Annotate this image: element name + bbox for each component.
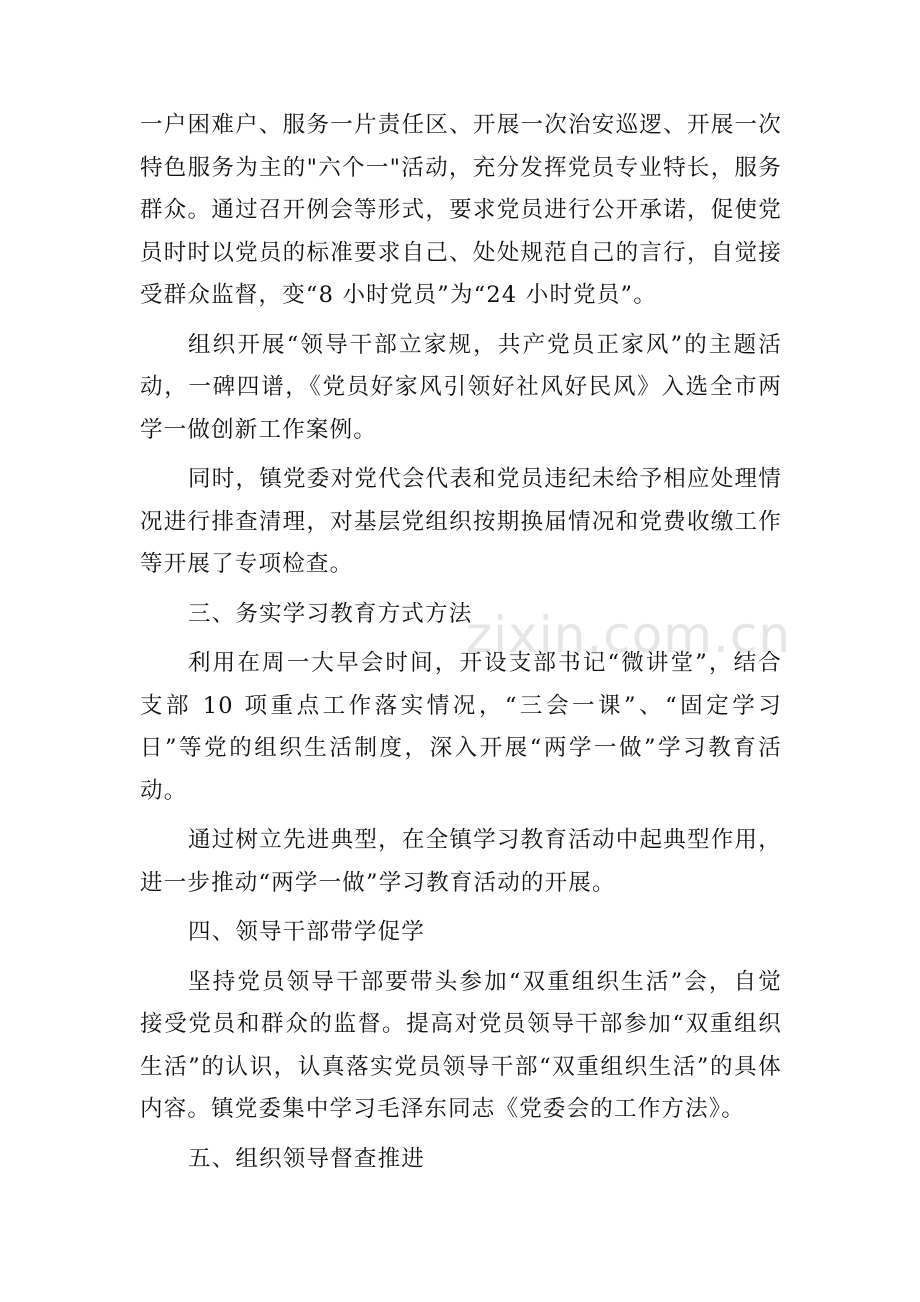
section-heading-four: 四、领导干部带学促学 [188, 919, 426, 945]
paragraph-continuation: 一户困难户、服务一片责任区、开展一次治安巡逻、开展一次特色服务为主的"六个一"活动，充分发挥党员专业特长，服务群众。通过召开例会等形式，要求党员进行公开承诺，促使党员时时以党员的标准要求自己、处处规范自己的言行，自觉接受群众监督，变“8 小时党员”为“24 小时党员”。 [140, 112, 782, 308]
paragraph-special-inspection: 同时，镇党委对党代会代表和党员违纪未给予相应处理情况进行排查清理，对基层党组织按期换届情况和党费收缴工作等开展了专项检查。 [140, 466, 782, 577]
watermark-text: zixin.com.cn [466, 606, 792, 664]
paragraph-typical-examples: 通过树立先进典型，在全镇学习教育活动中起典型作用，进一步推动“两学一做”学习教育活动的开展。 [140, 827, 782, 896]
section-heading-three: 三、务实学习教育方式方法 [188, 600, 473, 627]
section-heading-five: 五、组织领导督查推进 [188, 1145, 426, 1172]
paragraph-micro-lecture: 利用在周一大早会时间，开设支部书记“微讲堂”，结合支部 10 项重点工作落实情况，“三会一课”、“固定学习日”等党的组织生活制度，深入开展“两学一做”学习教育活动。 [140, 650, 782, 804]
paragraph-family-style-activity: 组织开展“领导干部立家规，共产党员正家风”的主题活动，一碑四谱，《党员好家风引领好社风好民风》入选全市两学一做创新工作案例。 [140, 331, 782, 443]
document-body [140, 104, 782, 1187]
paragraph-dual-organization-life: 坚持党员领导干部要带头参加“双重组织生活”会，自觉接受党员和群众的监督。提高对党员领导干部参加“双重组织生活”的认识，认真落实党员领导干部“双重组织生活”的具体内容。镇党委集中学习毛泽东同志《党委会的工作方法》。 [140, 968, 782, 1122]
